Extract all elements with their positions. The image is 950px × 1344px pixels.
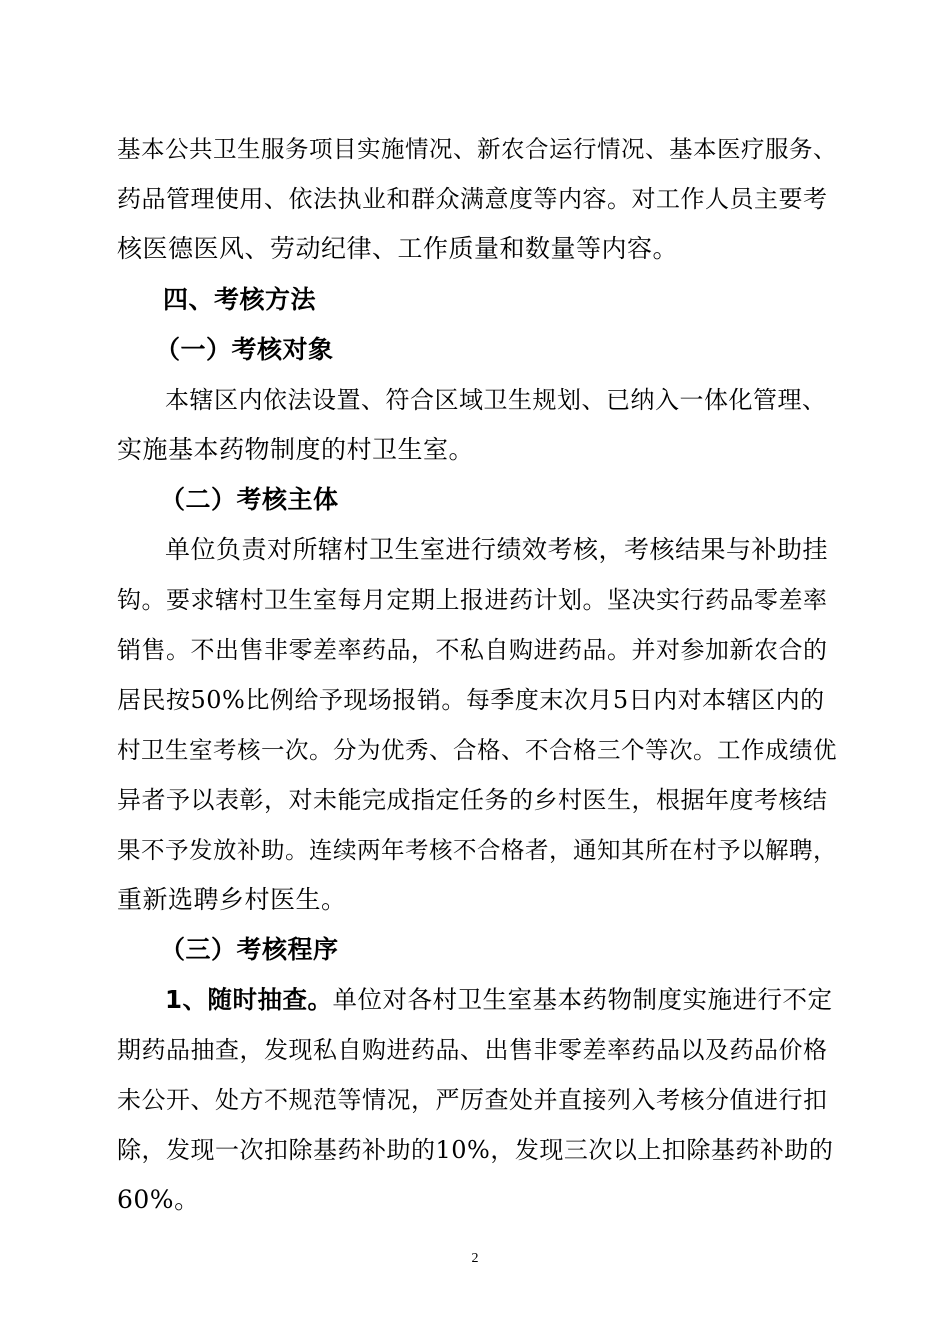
body-text-line: 60%。 — [117, 1185, 200, 1214]
subsection-heading: （二）考核主体 — [160, 485, 339, 514]
subsection-heading: （一）考核对象 — [155, 335, 334, 364]
body-text-line: 基本公共卫生服务项目实施情况、新农合运行情况、基本医疗服务、 — [117, 135, 837, 163]
section-heading: 四、考核方法 — [163, 285, 317, 314]
body-text-line: 除，发现一次扣除基药补助的10%，发现三次以上扣除基药补助的 — [117, 1136, 834, 1164]
body-text-line: 核医德医风、劳动纪律、工作质量和数量等内容。 — [117, 234, 679, 263]
body-text-line: 药品管理使用、依法执业和群众满意度等内容。对工作人员主要考 — [117, 185, 828, 213]
body-text-line: 重新选聘乡村医生。 — [117, 885, 347, 914]
item-text: 单位对各村卫生室基本药物制度实施进行不定 — [332, 985, 833, 1014]
page-number: 2 — [471, 1251, 479, 1266]
body-text-line — [165, 984, 833, 1016]
body-text-line: 异者予以表彰，对未能完成指定任务的乡村医生，根据年度考核结 — [117, 786, 828, 814]
body-text-line: 钩。要求辖村卫生室每月定期上报进药计划。坚决实行药品零差率 — [117, 586, 828, 614]
body-text-line: 实施基本药物制度的村卫生室。 — [117, 435, 475, 464]
body-text-line: 居民按50%比例给予现场报销。每季度末次月5日内对本辖区内的 — [117, 686, 825, 714]
body-text-line: 未公开、处方不规范等情况，严厉查处并直接列入考核分值进行扣 — [117, 1086, 828, 1114]
item-lead: 1、随时抽查。 — [165, 985, 333, 1014]
body-text-line: 村卫生室考核一次。分为优秀、合格、不合格三个等次。工作成绩优 — [117, 736, 837, 764]
body-text-line: 果不予发放补助。连续两年考核不合格者，通知其所在村予以解聘， — [117, 836, 837, 864]
subsection-heading: （三）考核程序 — [160, 935, 339, 964]
body-text-line: 销售。不出售非零差率药品，不私自购进药品。并对参加新农合的 — [117, 636, 828, 664]
body-text-line: 本辖区内依法设置、符合区域卫生规划、已纳入一体化管理、 — [165, 386, 827, 414]
body-text-line: 单位负责对所辖村卫生室进行绩效考核，考核结果与补助挂 — [165, 535, 829, 564]
body-text-line: 期药品抽查，发现私自购进药品、出售非零差率药品以及药品价格 — [117, 1036, 828, 1064]
